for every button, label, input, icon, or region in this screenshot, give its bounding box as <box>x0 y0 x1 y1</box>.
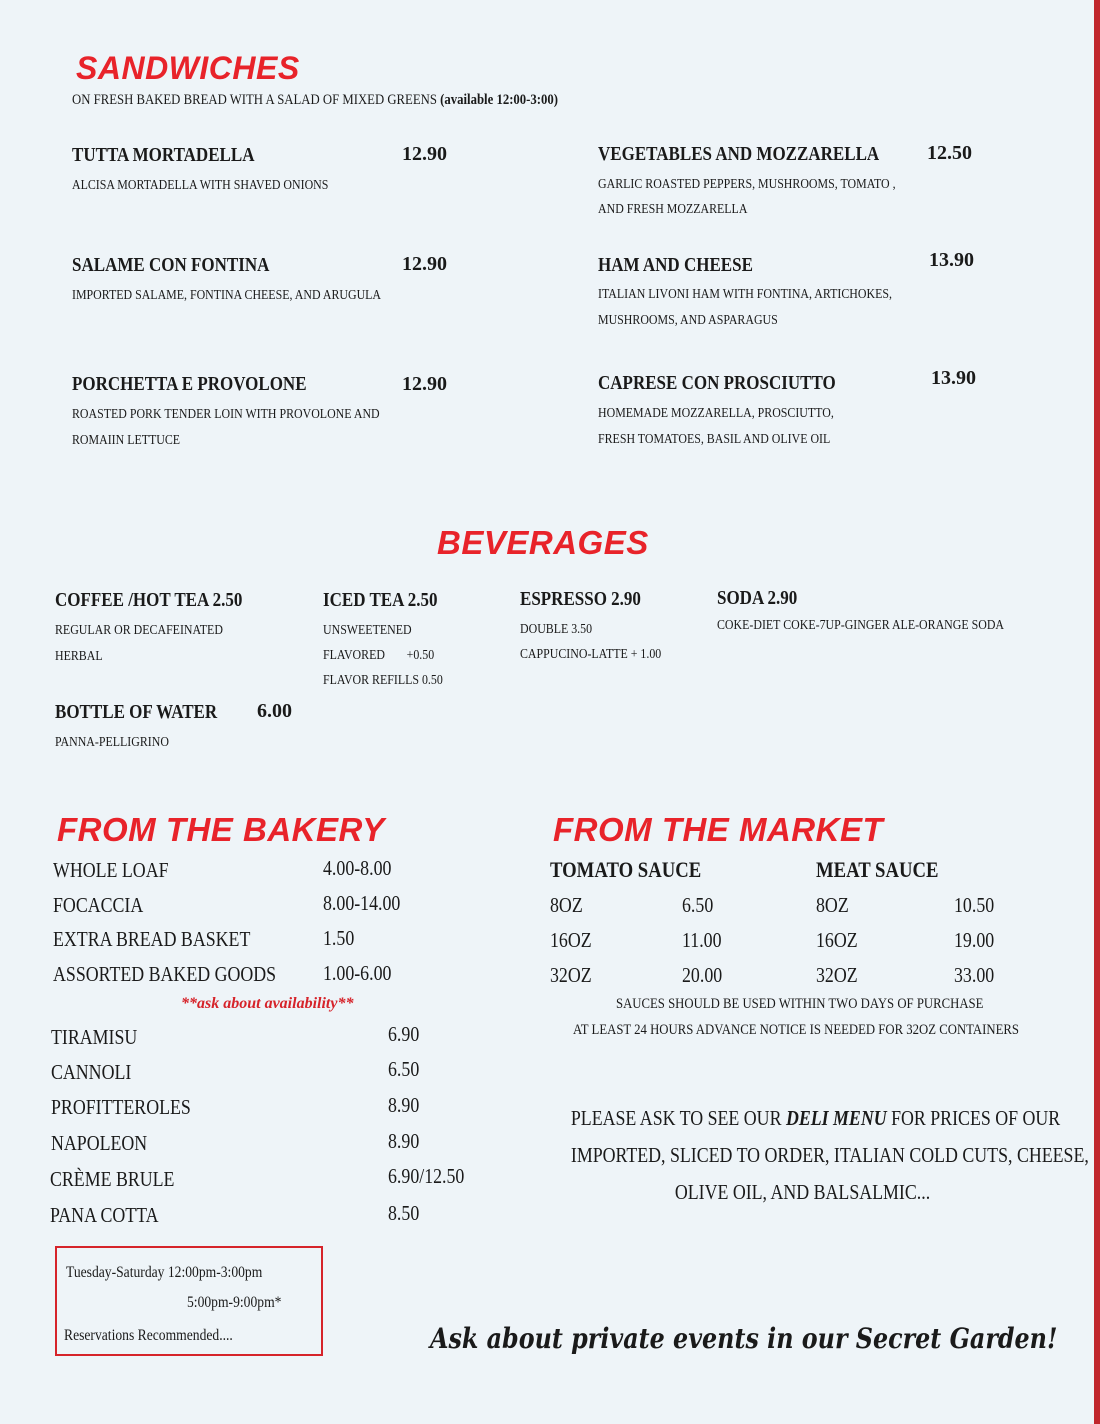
water-price: 6.00 <box>257 700 292 722</box>
bakery-heading: FROM THE BAKERY <box>57 811 385 848</box>
item-desc: ALCISA MORTADELLA WITH SHAVED ONIONS <box>72 178 329 193</box>
item-price: 13.90 <box>931 367 976 389</box>
coffee-line: HERBAL <box>55 649 103 664</box>
item-title: VEGETABLES AND MOZZARELLA <box>598 143 880 165</box>
item-title: HAM AND CHEESE <box>598 254 753 276</box>
dessert-name: CANNOLI <box>51 1060 132 1084</box>
sauce-note: SAUCES SHOULD BE USED WITHIN TWO DAYS OF PURCHASE <box>616 996 984 1012</box>
hours-line: Tuesday-Saturday 12:00pm-3:00pm <box>66 1264 263 1281</box>
dessert-price: 8.90 <box>388 1129 420 1153</box>
item-desc: MUSHROOMS, AND ASPARAGUS <box>598 313 778 328</box>
dessert-price: 6.90 <box>388 1022 420 1046</box>
iced-tea-flavored-price: +0.50 <box>406 648 435 663</box>
dessert-price: 6.90/12.50 <box>388 1164 465 1188</box>
dessert-price: 6.50 <box>388 1057 420 1081</box>
meat-size: 32OZ <box>816 963 858 987</box>
item-title: CAPRESE CON PROSCIUTTO <box>598 372 836 394</box>
tomato-size: 16OZ <box>550 928 592 952</box>
bakery-item-name: WHOLE LOAF <box>53 858 169 882</box>
deli-line: OLIVE OIL, AND BALSALMIC... <box>674 1180 931 1204</box>
deli-menu-paragraph <box>530 1100 1089 1211</box>
dessert-name: CRÈME BRULE <box>50 1167 175 1191</box>
deli-line <box>570 1100 1061 1137</box>
meat-sauce-label: MEAT SAUCE <box>816 857 939 882</box>
bakery-item-name: ASSORTED BAKED GOODS <box>53 962 277 986</box>
beverages-heading: BEVERAGES <box>437 524 649 561</box>
coffee-line: REGULAR OR DECAFEINATED <box>55 623 223 638</box>
page-edge <box>1094 0 1100 1424</box>
dessert-name: NAPOLEON <box>51 1131 148 1155</box>
espresso-line: DOUBLE 3.50 <box>520 622 593 637</box>
reservations-note: Reservations Recommended.... <box>64 1327 233 1344</box>
water-title: BOTTLE OF WATER <box>55 701 218 723</box>
deli-menu-link[interactable]: DELI MENU <box>785 1106 887 1130</box>
subtitle-text: ON FRESH BAKED BREAD WITH A SALAD OF MIXED GREENS <box>72 92 437 108</box>
secret-garden-note: Ask about private events in our Secret Garden! <box>430 1322 1058 1355</box>
item-desc: AND FRESH MOZZARELLA <box>598 202 748 217</box>
iced-tea-line: UNSWEETENED <box>323 623 412 638</box>
dessert-name: PROFITTEROLES <box>51 1095 191 1119</box>
meat-size: 16OZ <box>816 928 858 952</box>
deli-line: IMPORTED, SLICED TO ORDER, ITALIAN COLD CUTS, CHEESE, <box>570 1143 1089 1167</box>
tomato-price: 6.50 <box>682 893 714 917</box>
dessert-name: PANA COTTA <box>50 1203 159 1227</box>
sandwiches-heading: SANDWICHES <box>76 50 300 86</box>
soda-line: COKE-DIET COKE-7UP-GINGER ALE-ORANGE SODA <box>717 618 1005 633</box>
deli-text: FOR PRICES OF OUR <box>886 1106 1061 1130</box>
bakery-item-price: 1.50 <box>323 926 355 950</box>
item-price: 13.90 <box>929 249 974 271</box>
bakery-item-price: 8.00-14.00 <box>323 891 401 915</box>
item-desc: ROASTED PORK TENDER LOIN WITH PROVOLONE AND <box>72 407 380 422</box>
soda-title: SODA 2.90 <box>717 587 798 609</box>
item-title: PORCHETTA E PROVOLONE <box>72 373 307 395</box>
item-price: 12.90 <box>402 143 447 165</box>
sandwiches-subtitle <box>72 92 558 109</box>
item-desc: ROMAIIN LETTUCE <box>72 433 181 448</box>
hours-line: 5:00pm-9:00pm* <box>187 1294 282 1311</box>
bakery-item-name: EXTRA BREAD BASKET <box>53 927 251 951</box>
water-line: PANNA-PELLIGRINO <box>55 735 169 750</box>
item-title: TUTTA MORTADELLA <box>72 144 255 166</box>
item-desc: IMPORTED SALAME, FONTINA CHEESE, AND ARUGULA <box>72 288 382 303</box>
iced-tea-title: ICED TEA 2.50 <box>323 589 438 611</box>
tomato-price: 20.00 <box>682 963 723 987</box>
deli-text: PLEASE ASK TO SEE OUR <box>570 1106 786 1130</box>
tomato-sauce-label: TOMATO SAUCE <box>550 857 702 882</box>
iced-tea-flavored: FLAVORED <box>323 648 385 663</box>
bakery-item-name: FOCACCIA <box>53 893 144 917</box>
iced-tea-line <box>323 643 434 669</box>
item-price: 12.90 <box>402 253 447 275</box>
meat-size: 8OZ <box>816 893 849 917</box>
coffee-title: COFFEE /HOT TEA 2.50 <box>55 589 243 611</box>
availability-text: (available 12:00-3:00) <box>440 92 559 108</box>
bakery-item-price: 1.00-6.00 <box>323 961 392 985</box>
dessert-price: 8.50 <box>388 1201 420 1225</box>
meat-price: 10.50 <box>954 893 995 917</box>
item-desc: GARLIC ROASTED PEPPERS, MUSHROOMS, TOMATO , <box>598 177 896 192</box>
item-desc: ITALIAN LIVONI HAM WITH FONTINA, ARTICHOKES, <box>598 287 892 302</box>
sauce-note: AT LEAST 24 HOURS ADVANCE NOTICE IS NEEDED FOR 32OZ CONTAINERS <box>573 1022 1019 1038</box>
tomato-size: 8OZ <box>550 893 583 917</box>
meat-price: 33.00 <box>954 963 995 987</box>
espresso-title: ESPRESSO 2.90 <box>520 588 641 610</box>
tomato-size: 32OZ <box>550 963 592 987</box>
item-price: 12.90 <box>402 373 447 395</box>
dessert-price: 8.90 <box>388 1093 420 1117</box>
item-desc: FRESH TOMATOES, BASIL AND OLIVE OIL <box>598 432 831 447</box>
meat-price: 19.00 <box>954 928 995 952</box>
dessert-name: TIRAMISU <box>51 1025 138 1049</box>
item-price: 12.50 <box>927 142 972 164</box>
market-heading: FROM THE MARKET <box>553 811 884 848</box>
hours-box <box>55 1246 323 1356</box>
item-title: SALAME CON FONTINA <box>72 254 270 276</box>
bakery-item-price: 4.00-8.00 <box>323 856 392 880</box>
availability-note: **ask about availability** <box>181 995 354 1012</box>
item-desc: HOMEMADE MOZZARELLA, PROSCIUTTO, <box>598 406 834 421</box>
iced-tea-line: FLAVOR REFILLS 0.50 <box>323 673 443 688</box>
tomato-price: 11.00 <box>682 928 722 952</box>
espresso-line: CAPPUCINO-LATTE + 1.00 <box>520 647 662 662</box>
